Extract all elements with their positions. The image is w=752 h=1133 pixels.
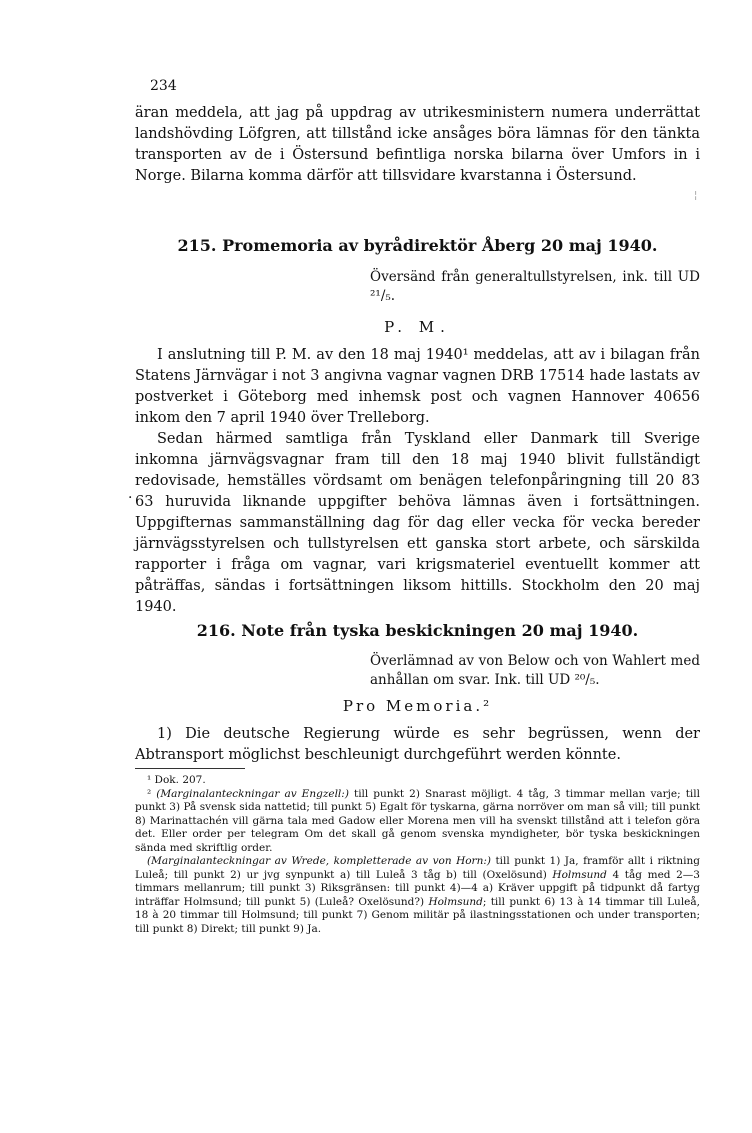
- intro-paragraph: äran meddela, att jag på uppdrag av utrikesministern numera underrättat landshövding Löfgren, att tillstånd icke ansåges böra lämnas för den tänkta transporten av de i Östersund befintliga norska bilarna över Umfors in i Norge. Bilarna komma därför att tillsvidare kvarstanna i Östersund.: [135, 105, 700, 184]
- doc215-paragraph-1: I anslutning till P. M. av den 18 maj 1940¹ meddelas, att av i bilagan från Statens Järnvägar i not 3 angivna vagnar vagnen DRB 17514 hade lastats av postverket i Göteborg med inhemsk post och vagnen Hannover 40656 inkom den 7 april 1940 över Trelleborg.: [135, 347, 700, 426]
- footnote-1: [135, 774, 700, 788]
- footnote-2-source: (Marginalanteckningar av Engzell:): [156, 787, 349, 800]
- footnote-3-text-c: ; till punkt 6) 13 à 14 timmar till Luleå, 18 à 20 timmar till Holmsund; till punkt 7) Genom militär på ilastningsstationen och under transporten; till punkt 8) Direkt; till punkt 9) Ja.: [135, 895, 700, 935]
- footnote-3: [135, 855, 700, 936]
- footnotes: [135, 774, 700, 936]
- doc216-label: Pro Memoria.²: [342, 697, 493, 715]
- page-number: 234: [150, 78, 177, 94]
- footnote-3-place-c: Holmsund: [428, 895, 483, 908]
- footnote-3-source: (Marginalanteckningar av Wrede, kompletterade av von Horn:): [147, 855, 491, 867]
- footnote-2: ² (Marginalanteckningar av Engzell:) till punkt 2) Snarast möjligt. 4 tåg, 3 timmar mellan varje; till punkt 3) På svensk sida nattetid; till punkt 5) Egalt för tyskarna, gärna norröver om man så vill; till punkt 8) Marinattachén vill gärna tala med Gadow eller Morena men vill ha svenskt tillstånd att i telefon göra det. Eller order per telegram Om det skall gå genom svenska myndigheter, bör tyska beskickningen sända med skriftlig order.: [135, 787, 700, 854]
- footnote-3-text-a: till punkt 1) Ja, framför allt i riktning Luleå; till punkt 2) ur jvg synpunkt a) till Luleå 3 tåg b) till (Oxelösund): [135, 855, 701, 881]
- doc215-note: Översänd från generaltullstyrelsen, ink. till UD ²¹/₅.: [370, 269, 700, 304]
- doc216-heading: 216. Note från tyska beskickningen 20 maj 1940.: [196, 621, 639, 640]
- footnote-2-text: till punkt 2) Snarast möjligt. 4 tåg, 3 timmar mellan varje; till punkt 3) På svensk sida nattetid; till punkt 5) Egalt för tyskarna, gärna norröver om man så vill; till punkt 8) Marinattachén vill gärna tala med Gadow eller Morena men vill ha svenskt tillstånd att i telefon göra det. Eller order per telegram Om det skall gå genom svenska myndigheter, bör tyska beskickningen sända med skriftlig order.: [135, 787, 700, 854]
- footnote-1-text: ¹ Dok. 207.: [147, 774, 206, 786]
- doc215-paragraph-2: Sedan härmed samtliga från Tyskland eller Danmark till Sverige inkomna järnvägsvagnar fram till den 18 maj 1940 blivit fullständigt redovisade, hemställes vördsamt om benägen telefonpåringning till 20 83 63 huruvida liknande uppgifter behöva lämnas även i fortsättningen. Uppgifternas sammanställning dag för dag eller vecka för vecka bereder järnvägsstyrelsen och tullstyrelsen ett ganska stort arbete, och särskilda rapporter i fråga om vagnar, vari krigsmateriel eventuellt kommer att påträffas, sändas i fortsättningen liksom hittills. Stockholm den 20 maj 1940.: [135, 431, 700, 615]
- footnote-3-text-b: 4 tåg med 2—3 timmars mellanrum; till punkt 3) Riksgränsen: till punkt 4)—4 a) Kräver uppgift på tidpunkt då fartyg inträffar Holmsund; till punkt 5) (Luleå? Oxelösund?): [135, 868, 700, 908]
- footnote-divider: [135, 768, 245, 769]
- footnote-3-place-b: Holmsund: [552, 868, 607, 881]
- doc215-label: P. M.: [384, 318, 451, 336]
- doc215-heading: 215. Promemoria av byrådirektör Åberg 20 maj 1940.: [177, 236, 658, 255]
- margin-mark: ·: [128, 490, 133, 506]
- doc216-note: Överlämnad av von Below och von Wahlert med anhållan om svar. Ink. till UD ²⁰/₅.: [370, 653, 700, 688]
- doc216-paragraph-1: 1) Die deutsche Regierung würde es sehr begrüssen, wenn der Abtransport möglichst beschleunigt durchgeführt werden könnte.: [135, 726, 700, 763]
- margin-mark: ¦: [694, 190, 698, 201]
